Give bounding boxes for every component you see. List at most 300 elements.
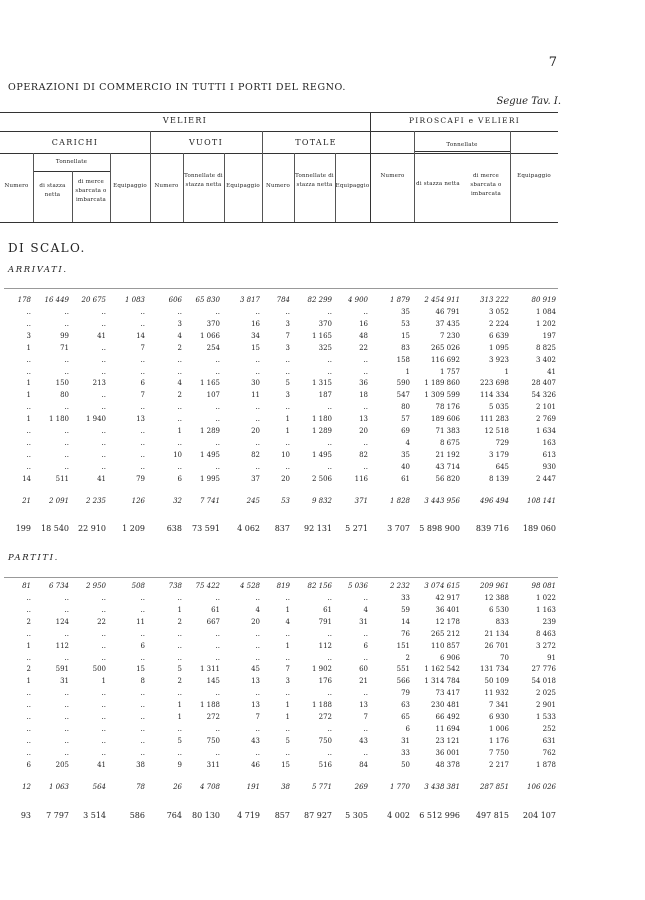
table-cell: .. [64,653,69,662]
table-cell: .. [101,367,106,376]
table-cell: .. [177,594,182,602]
table-cell: 38 [136,760,145,769]
table-cell: 116 [354,474,368,483]
table-cell: 71 383 [435,427,460,435]
table-cell: 667 [206,617,220,626]
table-cell: 93 [20,811,31,820]
table-cell: 43 714 [435,462,460,471]
group-divider [370,112,371,222]
table-cell: 729 [495,438,509,447]
table-cell: 13 [251,701,260,710]
table-row [0,391,560,403]
table-cell: .. [64,748,69,757]
table-cell: 79 [136,474,145,483]
table-cell: 21 [22,497,31,505]
table-cell: 1 309 599 [424,391,460,400]
velieri-header: VELIERI [162,116,208,125]
table-cell: 1 165 [199,379,220,388]
table-cell: 7 341 [488,701,509,710]
table-cell: 1 209 [122,524,145,533]
table-cell: 2 [177,343,182,352]
table-cell: 205 [55,760,69,769]
table-cell: 2 235 [85,497,106,505]
table-cell: 5 898 900 [419,524,460,533]
table-cell: 1 066 [199,331,220,340]
table-cell: 3 707 [387,524,410,533]
pe-stazza: di stazza netta [416,181,460,187]
table-cell: 114 334 [480,391,509,400]
table-cell: 8 [140,677,145,686]
table-cell: 41 [547,367,556,376]
table-cell: .. [285,689,290,698]
table-cell: 5 271 [345,524,368,533]
table-cell: 87 927 [304,811,332,820]
carichi-numero: Numero [4,183,29,189]
table-cell: 110 857 [431,641,460,650]
table-cell: 11 694 [435,724,460,733]
table-cell: 131 734 [480,665,509,674]
table-cell: .. [215,415,220,424]
table-cell: 22 910 [78,524,106,533]
table-cell: 3 514 [83,811,106,820]
table-cell: 4 708 [199,783,220,791]
table-cell: 35 [401,308,410,316]
table-cell: 586 [129,811,145,820]
table-cell: 61 [323,605,332,614]
table-cell: 106 026 [527,783,556,791]
table-cell: 12 [22,783,31,791]
table-cell: 13 [359,415,368,424]
table-cell: 61 [211,605,220,614]
table-cell: .. [285,438,290,447]
table-cell: 791 [318,617,332,626]
table-cell: 14 [136,331,145,340]
table-cell: .. [177,403,182,412]
table-cell: .. [101,641,106,650]
table-cell: 35 [401,450,410,459]
carichi-equipaggio: Equipaggio [113,183,147,189]
table-row [0,344,560,356]
table-cell: 631 [542,736,556,745]
table-cell: .. [26,701,31,710]
table-cell: 91 [547,653,556,662]
table-cell: 150 [55,379,69,388]
table-cell: 2 025 [535,689,556,698]
table-cell: 272 [318,713,332,721]
table-cell: 57 [401,415,410,424]
table-cell: 2 [177,677,182,686]
table-cell: .. [101,701,106,710]
table-cell: .. [101,653,106,662]
table-cell: 1 311 [199,665,220,674]
table-cell: 265 026 [431,343,460,352]
table-cell: .. [64,724,69,733]
table-cell: 42 917 [435,594,460,602]
table-cell: 1 [504,367,509,376]
table-cell: 1 [101,677,106,686]
table-cell: .. [140,701,145,710]
table-cell: 3 443 956 [424,497,460,505]
table-row [0,594,560,606]
table-cell: .. [140,403,145,412]
table-cell: 36 401 [435,605,460,614]
table-cell: .. [255,724,260,733]
table-cell: 213 [92,379,106,388]
table-cell: 370 [206,319,220,328]
table-cell: .. [101,689,106,698]
table-cell: .. [101,724,106,733]
table-cell: .. [140,319,145,328]
table-cell: 254 [206,343,220,352]
table-cell: .. [363,653,368,662]
carichi-stazza: di stazza netta [39,183,66,198]
table-cell: .. [215,653,220,662]
table-cell: .. [255,594,260,602]
table-cell: 313 222 [480,296,509,304]
vuoti-tonnellate: Tonnellate di stazza netta [184,173,223,188]
table-cell: 2 950 [85,582,106,590]
table-cell: 60 [359,665,368,674]
table-cell: 36 001 [435,748,460,757]
table-cell: 2 101 [535,403,556,412]
table-cell: 606 [168,296,182,304]
table-cell: .. [327,748,332,757]
header-rule-3 [0,153,370,154]
table-cell: 9 [177,760,182,769]
table-cell: .. [285,724,290,733]
table-cell: .. [285,594,290,602]
table-cell: .. [177,689,182,698]
table-cell: 497 815 [475,811,509,820]
table-cell: 1 770 [389,783,410,791]
table-cell: 833 [495,617,509,626]
table-cell: 43 [251,736,260,745]
table-cell: 80 130 [192,811,220,820]
table-cell: 50 [401,760,410,769]
table-cell: 5 [177,665,182,674]
table-cell: 16 [359,319,368,328]
table-cell: .. [26,427,31,435]
table-cell: 163 [542,438,556,447]
table-cell: .. [101,594,106,602]
table-cell: 4 [255,605,260,614]
table-cell: 930 [542,462,556,471]
table-cell: .. [140,713,145,721]
table-cell: .. [64,367,69,376]
table-cell: .. [363,308,368,316]
table-cell: 111 283 [480,415,509,424]
table-cell: 1 188 [311,701,332,710]
table-cell: 2 091 [48,497,69,505]
table-cell: 3 272 [535,641,556,650]
table-cell: 83 [401,343,410,352]
table-cell: 54 326 [531,391,556,400]
table-cell: .. [26,308,31,316]
table-row [0,308,560,320]
table-cell: 3 [26,331,31,340]
table-cell: .. [101,319,106,328]
pe-merce: di merce sbarcata o imbarcata [470,173,502,197]
carichi-tonnellate: Tonnellate [55,159,88,165]
table-cell: 566 [396,677,410,686]
table-cell: 3 402 [535,355,556,364]
table-cell: 6 [26,760,31,769]
table-cell: 3 [285,343,290,352]
table-cell: 38 [281,783,290,791]
table-row [0,379,560,391]
table-cell: 81 [22,582,31,590]
table-cell: .. [26,319,31,328]
table-cell: 48 [359,331,368,340]
table-cell: .. [101,355,106,364]
table-cell: .. [255,367,260,376]
table-cell: 56 820 [435,474,460,483]
table-cell: .. [140,653,145,662]
table-cell: .. [363,724,368,733]
table-cell: 239 [542,617,556,626]
table-cell: .. [255,438,260,447]
table-cell: 1 940 [85,415,106,424]
table-cell: .. [215,367,220,376]
table-cell: 8 675 [439,438,460,447]
table-cell: 78 176 [435,403,460,412]
table-cell: 1 [285,641,290,650]
table-cell: .. [140,736,145,745]
table-cell: 178 [17,296,31,304]
table-cell: 1 [285,415,290,424]
table-cell: 151 [396,641,410,650]
table-cell: 223 698 [480,379,509,388]
table-cell: 78 [136,783,145,791]
table-cell: .. [26,629,31,638]
table-cell: 53 [401,319,410,328]
table-cell: .. [363,594,368,602]
table-row [0,642,560,654]
table-cell: 70 [500,653,509,662]
table-cell: 40 [401,462,410,471]
table-row [0,630,560,642]
table-cell: 2 [177,391,182,400]
table-cell: 1 [26,343,31,352]
table-cell: .. [327,355,332,364]
table-cell: 36 [359,379,368,388]
table-cell: 199 [15,524,31,533]
table-cell: 252 [542,724,556,733]
table-cell: 325 [318,343,332,352]
table-cell: .. [26,724,31,733]
table-cell: 76 [401,629,410,638]
table-cell: 1 063 [48,783,69,791]
table-cell: .. [363,462,368,471]
table-cell: 1 [26,379,31,388]
table-cell: 16 449 [44,296,69,304]
table-cell: 45 [251,665,260,674]
table-cell: .. [215,689,220,698]
table-row [0,403,560,415]
table-cell: 112 [55,641,69,650]
table-cell: 7 741 [199,497,220,505]
table-cell: .. [64,438,69,447]
table-cell: 1 495 [199,450,220,459]
table-cell: 4 [363,605,368,614]
table-cell: .. [255,308,260,316]
table-cell: 11 [251,391,260,400]
table-cell: 1 314 784 [424,677,460,686]
table-cell: .. [363,748,368,757]
table-cell: .. [177,641,182,650]
table-cell: 2 [405,653,410,662]
table-cell: 3 179 [488,450,509,459]
table-cell: 158 [396,355,410,364]
table-cell: 79 [401,689,410,698]
vuoti-equipaggio: Equipaggio [226,183,260,189]
table-cell: .. [285,462,290,471]
table-cell: 6 [140,641,145,650]
table-cell: 59 [401,605,410,614]
table-cell: 82 [359,450,368,459]
table-cell: 18 [359,391,368,400]
table-cell: 1 878 [535,760,556,769]
table-cell: 10 [173,450,182,459]
table-cell: 108 141 [527,497,556,505]
table-cell: .. [101,438,106,447]
table-cell: 46 791 [435,308,460,316]
table-cell: .. [177,724,182,733]
table-cell: .. [64,427,69,435]
table-cell: .. [140,689,145,698]
table-cell: 43 [359,736,368,745]
table-cell: .. [255,689,260,698]
table-cell: 6 530 [488,605,509,614]
table-cell: 1 495 [311,450,332,459]
table-row [0,475,560,487]
table-cell: .. [101,403,106,412]
table-cell: 9 832 [311,497,332,505]
table-cell: 511 [55,474,69,483]
table-cell: 516 [318,760,332,769]
table-cell: 22 [97,617,106,626]
table-cell: 116 692 [431,355,460,364]
table-cell: 4 900 [347,296,368,304]
table-cell: 145 [206,677,220,686]
table-cell: 1 083 [124,296,145,304]
table-row [0,618,560,630]
table-cell: 4 [405,438,410,447]
table-cell: 1 [26,415,31,424]
table-cell: 2 506 [311,474,332,483]
table-cell: 2 224 [488,319,509,328]
table-cell: 6 734 [48,582,69,590]
header-top-rule [0,112,558,113]
table-cell: 1 189 860 [424,379,460,388]
table-cell: .. [285,308,290,316]
table-cell: 13 [251,677,260,686]
table-cell: 837 [274,524,290,533]
table-cell: 1 022 [535,594,556,602]
table-cell: 1 162 542 [424,665,460,674]
table-row [0,320,560,332]
table-cell: 1 [177,701,182,710]
table-cell: 4 [177,379,182,388]
table-cell: 11 [136,617,145,626]
table-cell: .. [285,629,290,638]
totale-header: TOTALE [295,138,337,147]
table-cell: 1 [405,367,410,376]
page-number: 7 [548,55,557,70]
table-cell: 1 [285,427,290,435]
table-cell: 98 081 [531,582,556,590]
table-cell: 75 422 [195,582,220,590]
table-cell: 41 [97,760,106,769]
table-cell: 2 217 [488,760,509,769]
table-cell: 2 [177,617,182,626]
table-cell: .. [64,605,69,614]
table-cell: .. [140,450,145,459]
table-cell: 265 212 [431,629,460,638]
table-cell: .. [140,367,145,376]
table-cell: .. [140,748,145,757]
table-cell: 2 769 [535,415,556,424]
table-cell: .. [255,403,260,412]
table-cell: .. [215,462,220,471]
table-cell: 1 828 [389,497,410,505]
table-cell: 84 [359,760,368,769]
table-cell: 6 930 [488,713,509,721]
table-cell: 1 757 [439,367,460,376]
table-cell: 3 [285,677,290,686]
table-row [0,677,560,689]
table-cell: 11 932 [484,689,509,698]
carichi-merce: di merce sbarcata o imbarcata [75,179,107,203]
table-cell: .. [26,367,31,376]
table-cell: 4 [177,331,182,340]
table-cell: 46 [251,760,260,769]
table-cell: 371 [354,497,368,505]
header-rule-2 [0,131,558,132]
table-row [0,356,560,368]
table-cell: 7 230 [439,331,460,340]
table-cell: .. [26,748,31,757]
table-cell: 54 018 [531,677,556,686]
table-cell: .. [26,450,31,459]
table-cell: .. [64,713,69,721]
table-cell: 762 [542,748,556,757]
table-cell: 80 [60,391,69,400]
table-cell: .. [215,594,220,602]
table-cell: 8 139 [488,474,509,483]
table-cell: .. [26,462,31,471]
table-cell: .. [101,629,106,638]
table-cell: 764 [166,811,182,820]
table-cell: 5 036 [347,582,368,590]
table-cell: .. [255,462,260,471]
table-cell: 1 176 [488,736,509,745]
table-cell: .. [215,641,220,650]
table-cell: 5 [285,736,290,745]
table-cell: 1 315 [311,379,332,388]
table-cell: 638 [166,524,182,533]
table-cell: 20 [251,427,260,435]
table-cell: .. [64,689,69,698]
table-cell: .. [64,450,69,459]
table-cell: .. [215,724,220,733]
table-cell: 3 052 [488,308,509,316]
table-cell: 71 [60,343,69,352]
table-cell: 1 163 [535,605,556,614]
table-cell: .. [26,594,31,602]
table-cell: .. [285,367,290,376]
subtotal-row [0,582,560,594]
